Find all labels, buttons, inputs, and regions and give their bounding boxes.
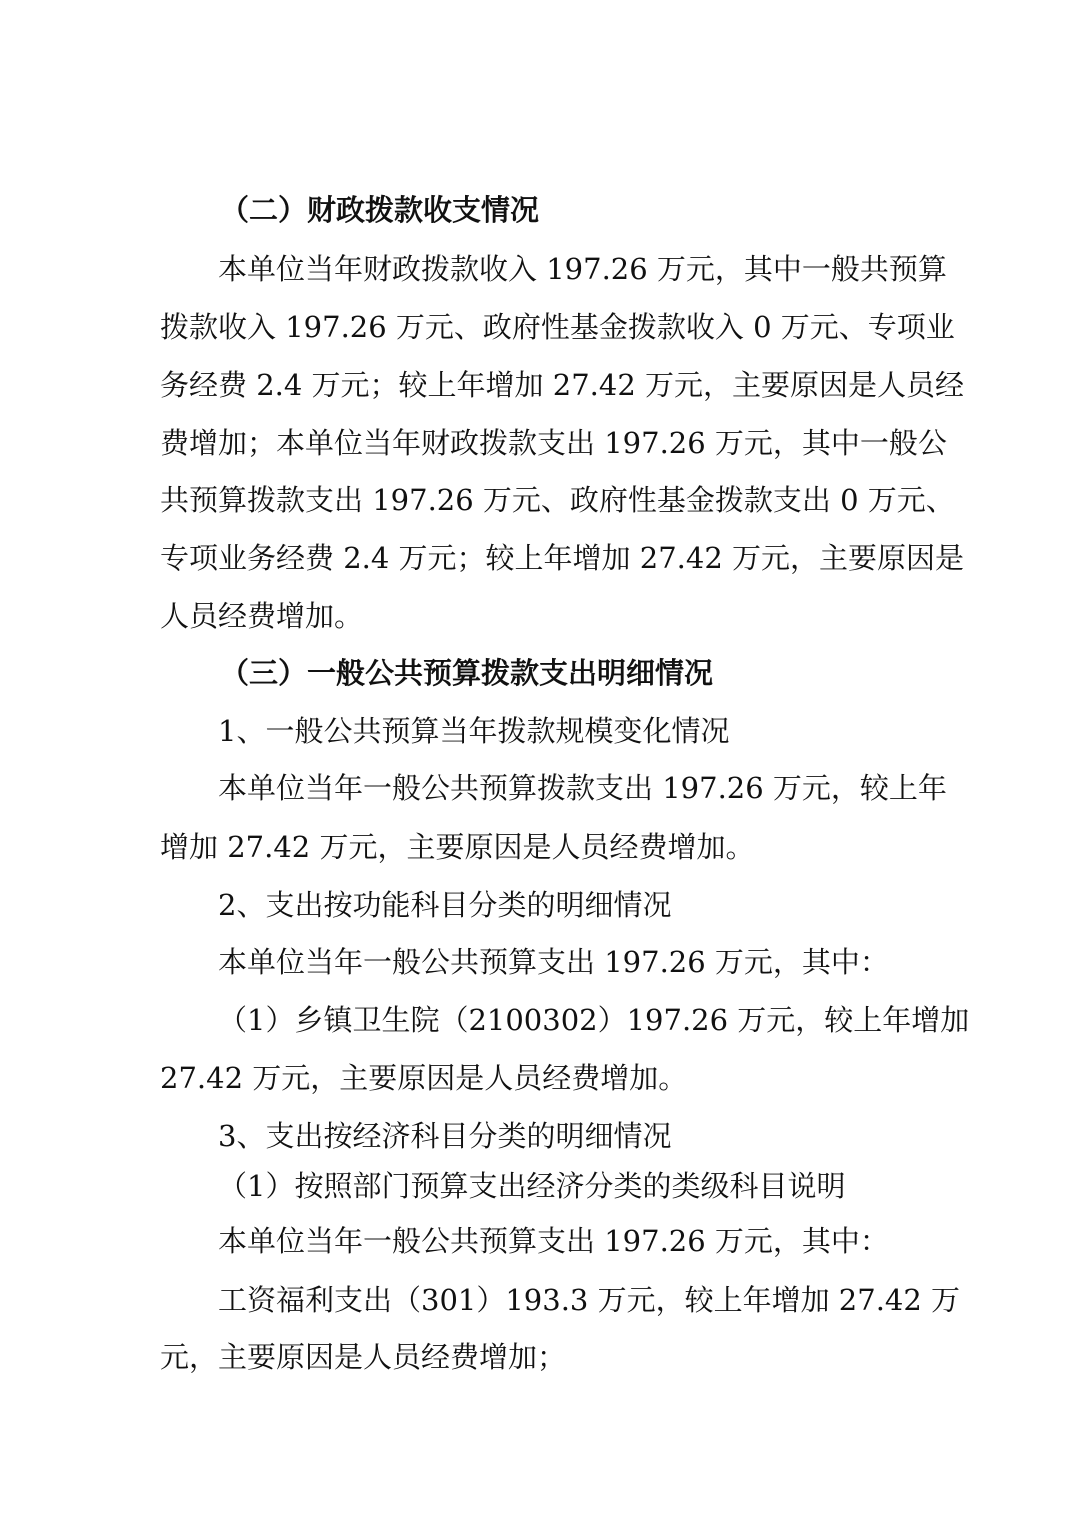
paragraph-line: 费增加；本单位当年财政拨款支出 197.26 万元，其中一般公 bbox=[160, 426, 947, 460]
paragraph-line: 人员经费增加。 bbox=[160, 599, 364, 633]
document-page bbox=[160, 0, 970, 1520]
paragraph-line: 27.42 万元，主要原因是人员经费增加。 bbox=[160, 1061, 688, 1095]
paragraph-line: 拨款收入 197.26 万元、政府性基金拨款收入 0 万元、专项业 bbox=[160, 310, 955, 344]
section-heading-2: （二）财政拨款收支情况 bbox=[220, 193, 540, 227]
paragraph-line: 元，主要原因是人员经费增加； bbox=[160, 1340, 567, 1374]
paragraph-line: 工资福利支出（301）193.3 万元，较上年增加 27.42 万 bbox=[218, 1283, 961, 1317]
subheading-2: 2、支出按功能科目分类的明细情况 bbox=[218, 888, 672, 922]
paragraph-line: 增加 27.42 万元，主要原因是人员经费增加。 bbox=[160, 830, 755, 864]
paragraph-line: 本单位当年一般公共预算支出 197.26 万元，其中： bbox=[218, 1224, 889, 1258]
subheading-1: 1、一般公共预算当年拨款规模变化情况 bbox=[218, 714, 730, 748]
paragraph-line: 共预算拨款支出 197.26 万元、政府性基金拨款支出 0 万元、 bbox=[160, 483, 955, 517]
paragraph-line: 务经费 2.4 万元；较上年增加 27.42 万元，主要原因是人员经 bbox=[160, 368, 965, 402]
paragraph-line: 本单位当年一般公共预算支出 197.26 万元，其中： bbox=[218, 945, 889, 979]
paragraph-line: 本单位当年一般公共预算拨款支出 197.26 万元，较上年 bbox=[218, 771, 947, 805]
subheading-3-1: （1）按照部门预算支出经济分类的类级科目说明 bbox=[218, 1169, 846, 1203]
paragraph-line: （1）乡镇卫生院（2100302）197.26 万元，较上年增加 bbox=[218, 1003, 970, 1037]
paragraph-line: 本单位当年财政拨款收入 197.26 万元，其中一般共预算 bbox=[218, 252, 947, 286]
paragraph-line: 专项业务经费 2.4 万元；较上年增加 27.42 万元，主要原因是 bbox=[160, 541, 965, 575]
section-heading-3: （三）一般公共预算拨款支出明细情况 bbox=[220, 656, 714, 690]
subheading-3: 3、支出按经济科目分类的明细情况 bbox=[218, 1119, 672, 1153]
